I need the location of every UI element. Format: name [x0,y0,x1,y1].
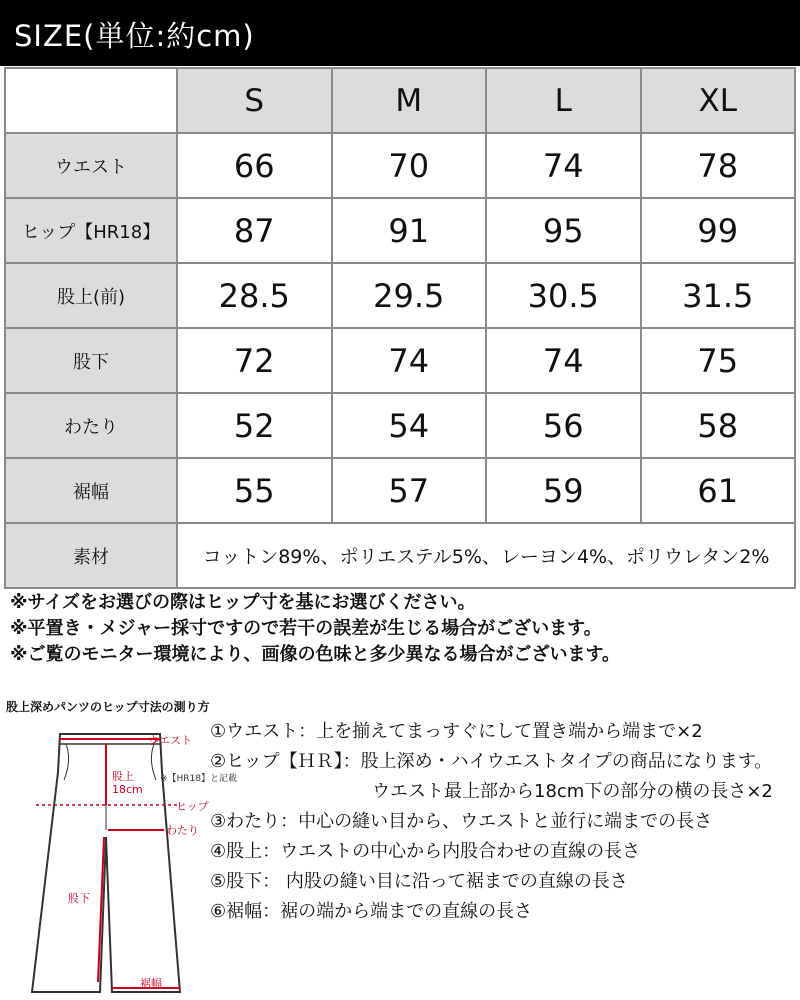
col-header-xl: XL [641,68,796,133]
size-table [4,67,796,589]
row-label: ヒップ【HR18】 [5,198,177,263]
hip-label: ヒップ [176,800,209,813]
table-row-front-rise [5,263,795,328]
corner-cell [5,68,177,133]
explanation-rise: ④股上：ウエストの中心から内股合わせの直線の長さ [210,841,641,862]
explanation-hem: ⑥裾幅：裾の端から端までの直線の長さ [210,901,533,922]
table-cell: 87 [177,198,332,263]
table-cell: 58 [641,393,796,458]
table-cell: 30.5 [486,263,641,328]
rise-label-line2: 18cm [112,783,143,796]
table-row-inseam [5,328,795,393]
table-cell: 59 [486,458,641,523]
note-line: ※サイズをお選びの際はヒップ寸を基にお選びください。 [10,592,476,613]
size-notes [10,590,620,668]
measure-explanations [210,717,773,927]
material-value: コットン89%、ポリエステル5%、レーヨン4%、ポリウレタン2% [177,523,795,588]
waist-label: ウエスト [148,734,192,747]
col-header-m: M [332,68,487,133]
table-cell: 55 [177,458,332,523]
table-cell: 72 [177,328,332,393]
table-cell: 75 [641,328,796,393]
row-label: 裾幅 [5,458,177,523]
table-cell: 74 [486,328,641,393]
table-row-waist [5,133,795,198]
size-title: SIZE(単位:約cm) [14,19,255,53]
col-header-s: S [177,68,332,133]
table-cell: 31.5 [641,263,796,328]
table-cell: 54 [332,393,487,458]
rise-label-line1: 股上 [112,770,134,783]
row-label: ウエスト [5,133,177,198]
hr-note: ※【HR18】と記載 [160,774,238,784]
table-row-hem [5,458,795,523]
row-label: 股下 [5,328,177,393]
table-row-thigh [5,393,795,458]
pants-diagram [0,712,238,1000]
table-cell: 95 [486,198,641,263]
table-cell: 66 [177,133,332,198]
guide-title: 股上深めパンツのヒップ寸法の測り方 [6,700,210,714]
table-row-material [5,523,795,588]
table-cell: 74 [486,133,641,198]
row-label: わたり [5,393,177,458]
table-cell: 28.5 [177,263,332,328]
table-cell: 56 [486,393,641,458]
inseam-label: 股下 [68,892,90,905]
table-cell: 74 [332,328,487,393]
table-cell: 52 [177,393,332,458]
table-cell: 99 [641,198,796,263]
table-row-hip [5,198,795,263]
hem-label: 裾幅 [140,977,162,990]
table-cell: 70 [332,133,487,198]
explanation-hip-detail: ウエスト最上部から18cm下の部分の横の長さ×2 [372,781,773,802]
table-cell: 91 [332,198,487,263]
explanation-thigh: ③わたり：中心の縫い目から、ウエストと並行に端までの長さ [210,811,713,832]
row-label: 素材 [5,523,177,588]
explanation-hip: ②ヒップ【ＨＲ】：股上深め・ハイウエストタイプの商品になります。 [210,751,773,772]
table-cell: 61 [641,458,796,523]
size-header-row [5,68,795,133]
table-cell: 78 [641,133,796,198]
explanation-waist: ①ウエスト：上を揃えてまっすぐにして置き端から端まで×2 [210,721,703,742]
thigh-label: わたり [166,824,199,837]
table-cell: 57 [332,458,487,523]
col-header-l: L [486,68,641,133]
note-line: ※平置き・メジャー採寸ですので若干の誤差が生じる場合がございます。 [10,618,602,639]
explanation-inseam: ⑤股下： 内股の縫い目に沿って裾までの直線の長さ [210,871,628,892]
row-label: 股上(前) [5,263,177,328]
table-cell: 29.5 [332,263,487,328]
note-line: ※ご覧のモニター環境により、画像の色味と多少異なる場合がございます。 [10,644,621,665]
size-header [0,0,800,66]
